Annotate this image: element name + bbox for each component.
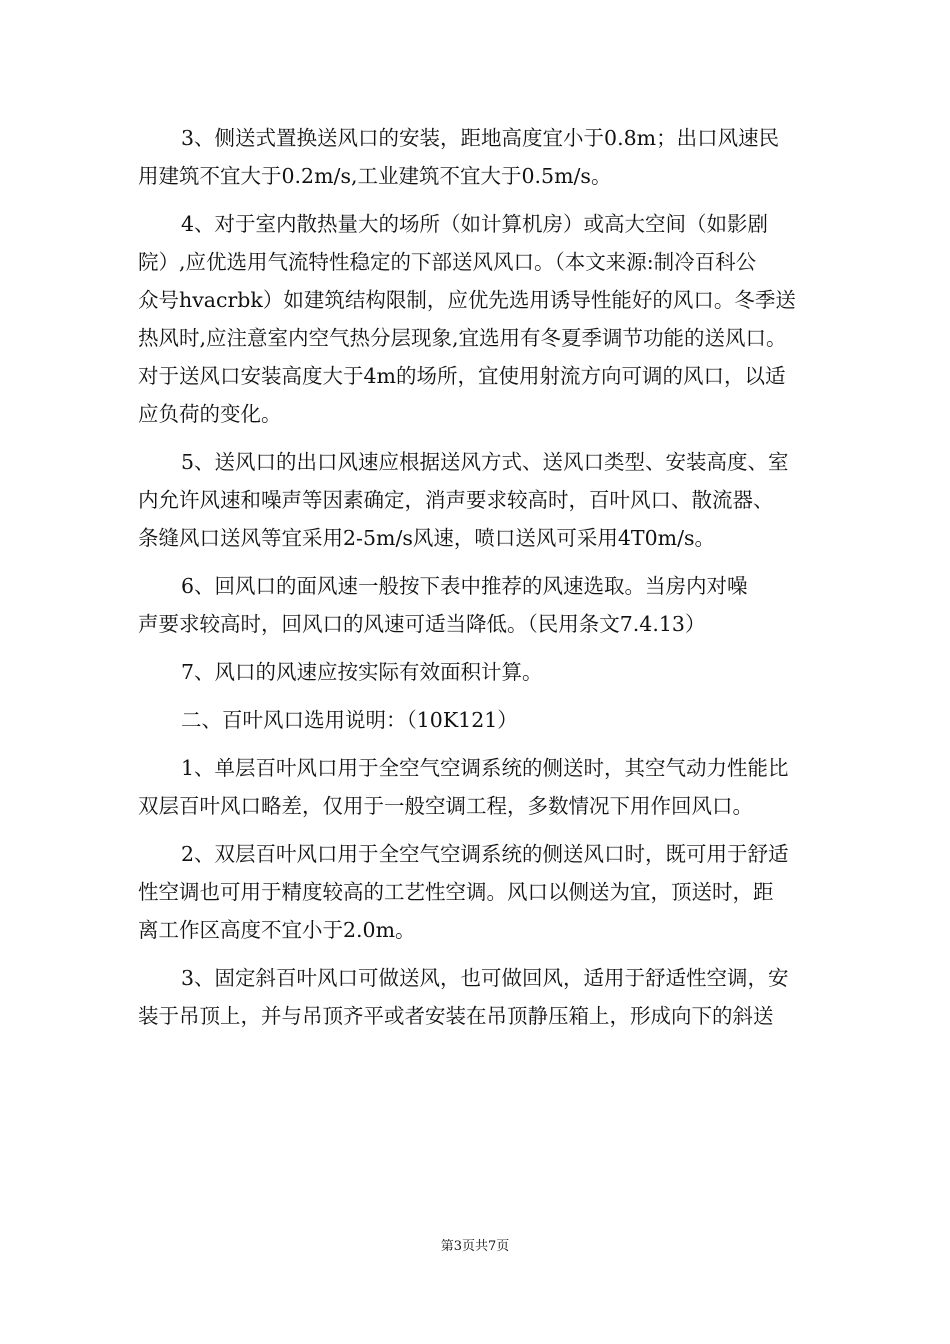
text-line: 1、单层百叶风口用于全空气空调系统的侧送时，其空气动力性能比	[181, 756, 789, 780]
text-line: 用建筑不宜大于0.2m/s,工业建筑不宜大于0.5m/s。	[138, 164, 612, 188]
document-body	[138, 119, 818, 1035]
text-line: 双层百叶风口略差，仅用于一般空调工程，多数情况下用作回风口。	[138, 794, 753, 818]
page-footer	[0, 1238, 950, 1256]
paragraph-4	[138, 205, 818, 433]
text-line: 3、侧送式置换送风口的安装，距地高度宜小于0.8m；出口风速民	[181, 126, 780, 150]
text-line: 3、固定斜百叶风口可做送风，也可做回风，适用于舒适性空调，安	[181, 966, 789, 990]
text-line: 6、回风口的面风速一般按下表中推荐的风速选取。当房内对噪	[181, 574, 748, 598]
paragraph-louver-1	[138, 749, 818, 825]
section-heading-louver	[138, 701, 818, 739]
paragraph-louver-2	[138, 835, 818, 949]
text-line: 对于送风口安装高度大于4m的场所，宜使用射流方向可调的风口，以适	[138, 364, 786, 388]
paragraph-5	[138, 443, 818, 557]
paragraph-6	[138, 567, 818, 643]
text-line: 内允许风速和噪声等因素确定，消声要求较高时，百叶风口、散流器、	[138, 488, 774, 512]
text-line: 众号hvacrbk）如建筑结构限制，应优先选用诱导性能好的风口。冬季送	[138, 288, 796, 312]
text-line: 院）,应优选用气流特性稳定的下部送风风口。（本文来源:制冷百科公	[138, 250, 757, 274]
page-number: 第3页共7页	[440, 1239, 510, 1254]
text-line: 性空调也可用于精度较高的工艺性空调。风口以侧送为宜，顶送时，距	[138, 880, 774, 904]
text-line: 二、百叶风口选用说明：（10K121）	[181, 708, 518, 732]
paragraph-louver-3	[138, 959, 818, 1035]
text-line: 装于吊顶上，并与吊顶齐平或者安装在吊顶静压箱上，形成向下的斜送	[138, 1004, 774, 1028]
text-line: 热风时,应注意室内空气热分层现象,宜选用有冬夏季调节功能的送风口。	[138, 326, 787, 350]
text-line: 条缝风口送风等宜采用2-5m/s风速，喷口送风可采用4T0m/s。	[138, 526, 716, 550]
text-line: 离工作区高度不宜小于2.0m。	[138, 918, 416, 942]
text-line: 7、风口的风速应按实际有效面积计算。	[181, 660, 543, 684]
text-line: 声要求较高时，回风口的风速可适当降低。（民用条文7.4.13）	[138, 612, 706, 636]
paragraph-3	[138, 119, 818, 195]
text-line: 5、送风口的出口风速应根据送风方式、送风口类型、安装高度、室	[181, 450, 789, 474]
text-line: 4、对于室内散热量大的场所（如计算机房）或高大空间（如影剧	[181, 212, 769, 236]
text-line: 2、双层百叶风口用于全空气空调系统的侧送风口时，既可用于舒适	[181, 842, 789, 866]
paragraph-7	[138, 653, 818, 691]
text-line: 应负荷的变化。	[138, 402, 282, 426]
